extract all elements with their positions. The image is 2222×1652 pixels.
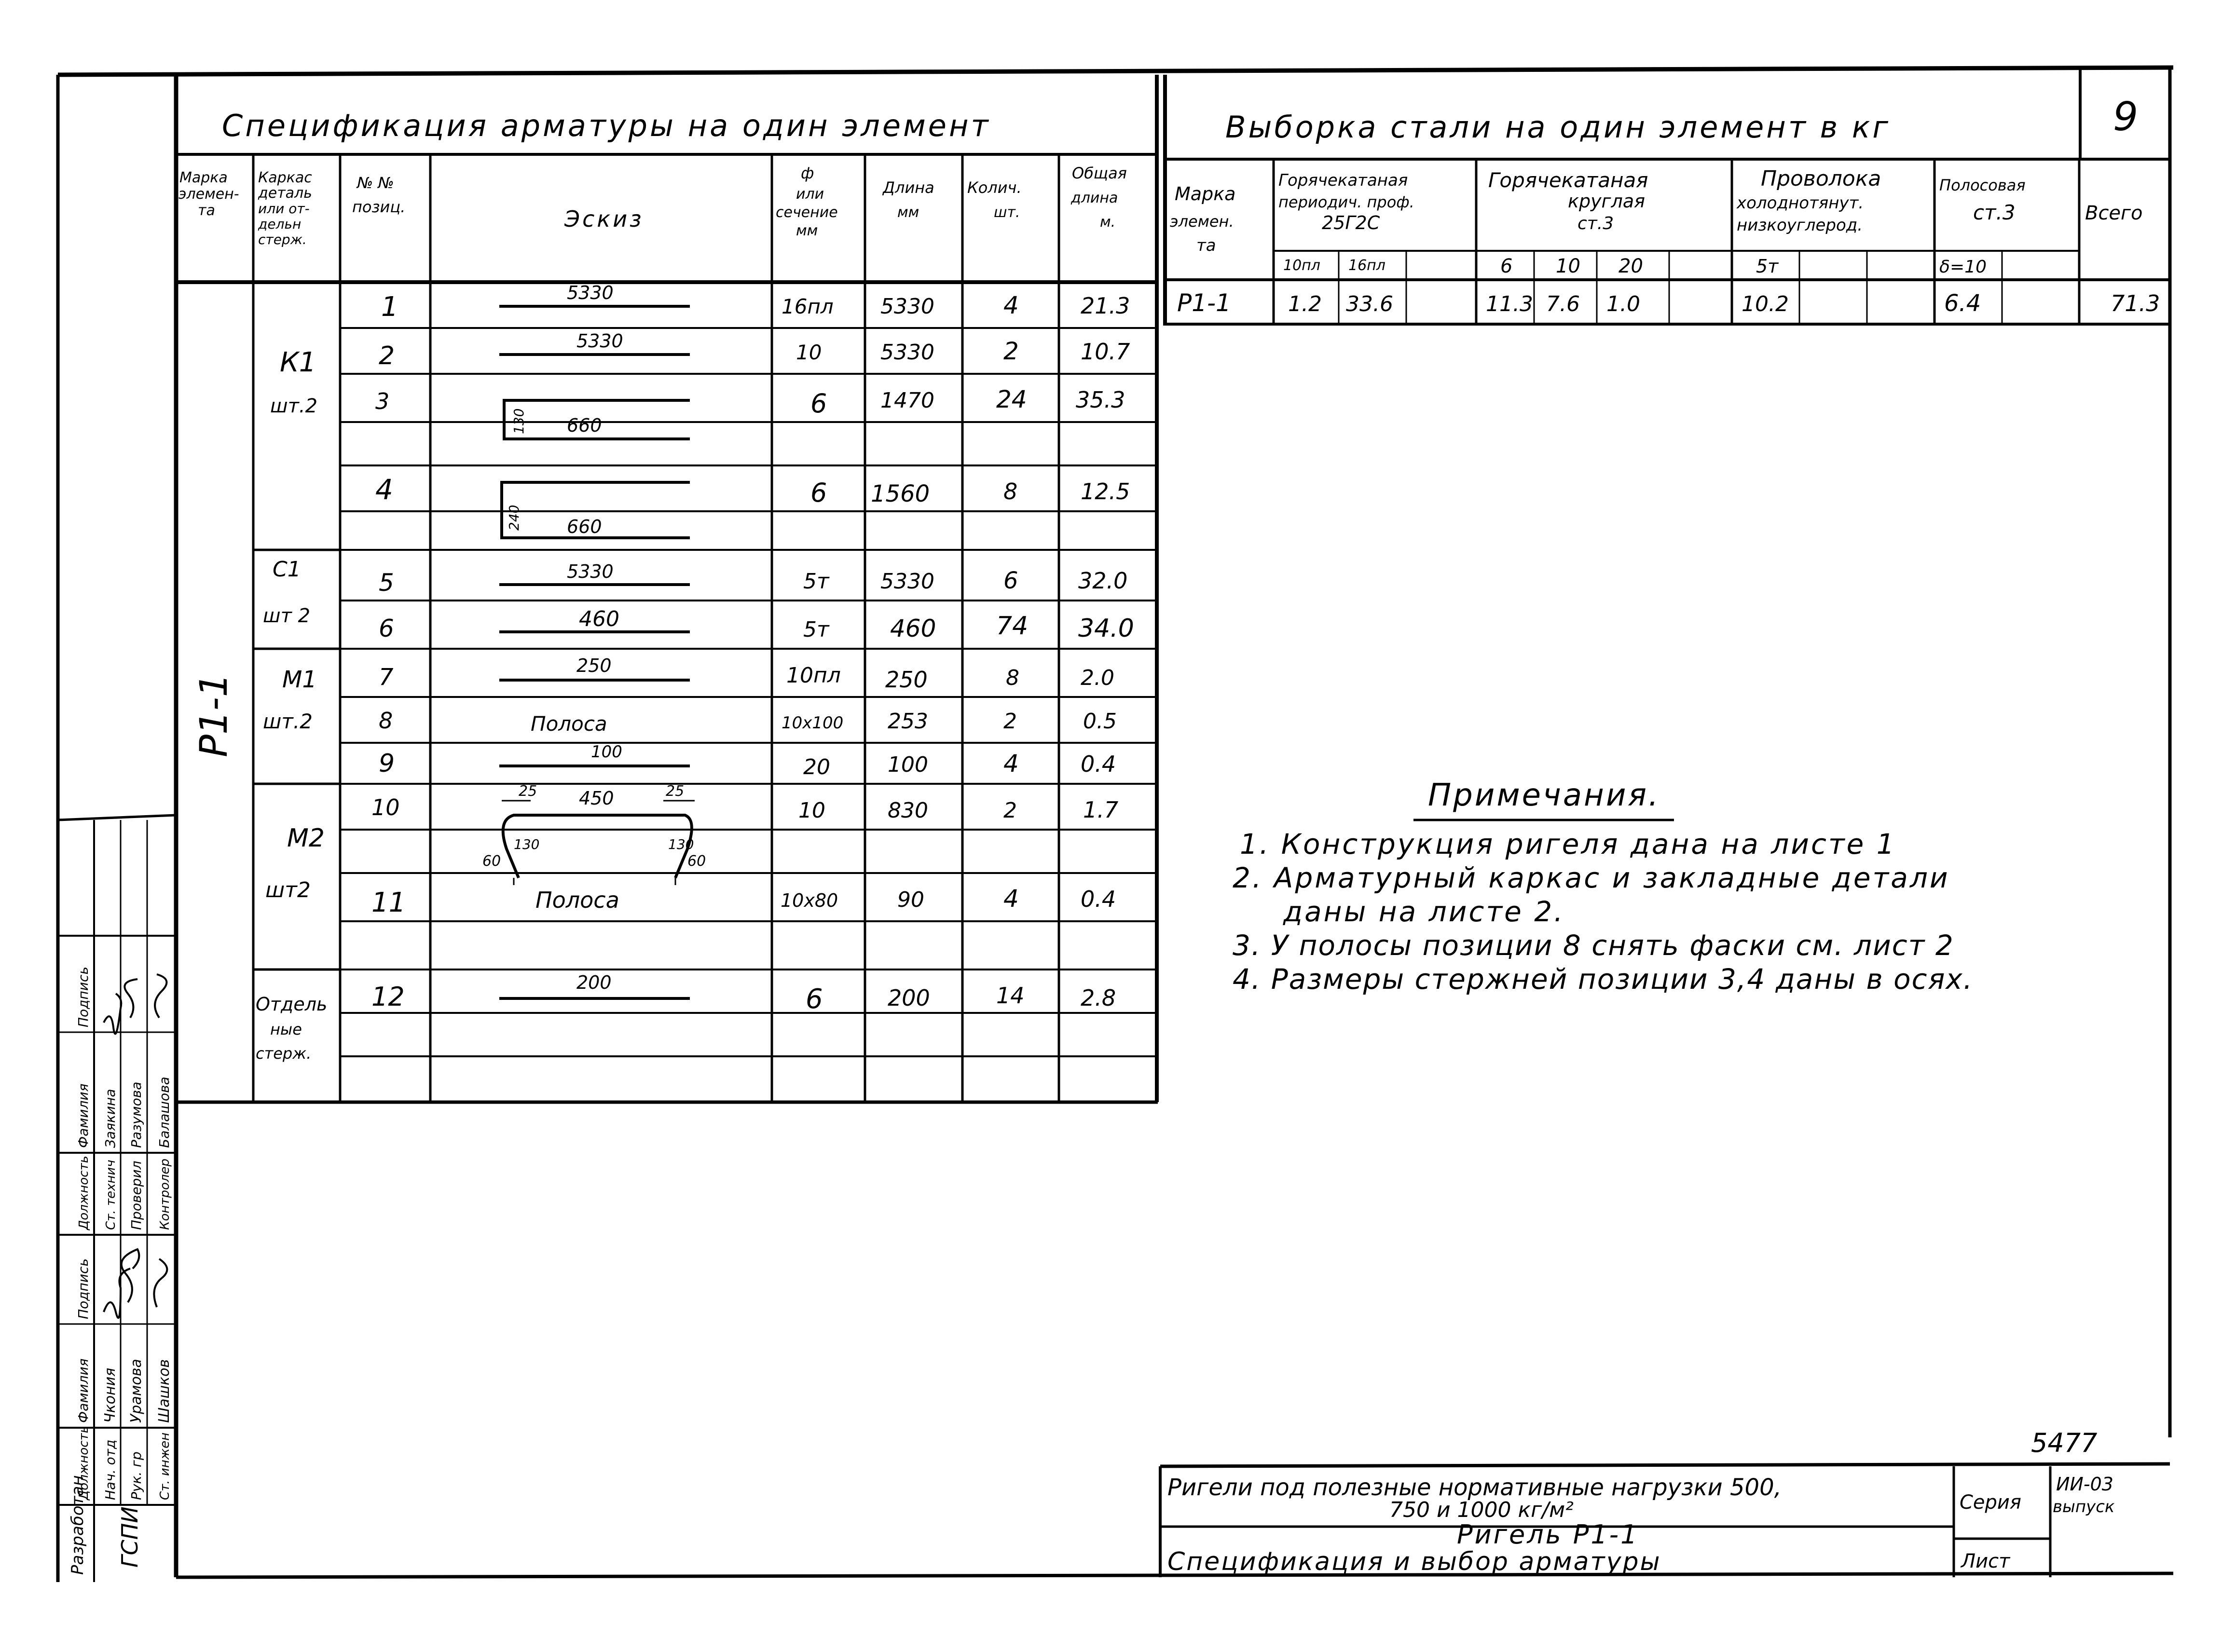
row11-total: 0.4 [1081, 886, 1116, 912]
row12-diam: 6 [806, 983, 823, 1015]
stamp-hdr-fam-l: Фамилия [75, 1358, 91, 1423]
hdr-obsh-3: м. [1100, 214, 1116, 231]
stamp-r-r1-pos: Ст. технич [104, 1160, 118, 1230]
steel-sub-1: 10пл [1283, 257, 1320, 274]
stamp-l-r1-name: Чкония [102, 1367, 119, 1423]
steel-subheader [1283, 255, 1987, 277]
steel-val-4: 11.3 [1486, 292, 1533, 316]
row1-pos: 1 [381, 291, 398, 323]
row3-sketch: 660 [567, 415, 602, 436]
stamp-l-r1-pos: Нач. отд [102, 1439, 118, 1500]
hdr-karkas-5: стерж. [258, 232, 307, 247]
stamp-r-r2-pos: Проверил [128, 1160, 144, 1230]
steel-val-5: 7.6 [1546, 292, 1580, 316]
row1-total: 21.3 [1081, 293, 1130, 319]
title-line3: Ригель Р1-1 [1457, 1519, 1639, 1550]
steel-val-11: 6.4 [1944, 290, 1981, 317]
row12-len: 200 [888, 985, 930, 1011]
signature-mark [104, 994, 121, 1034]
hdr-diam-3: сечение [776, 204, 838, 221]
row8-pos: 8 [379, 708, 393, 734]
steel-row-total: 71.3 [2111, 290, 2160, 316]
row1-qty: 4 [1003, 291, 1019, 319]
stamp-l-r3-name: Шашков [156, 1359, 173, 1423]
stamp-razrab: Разработан [68, 1475, 87, 1575]
row3-qty: 24 [996, 385, 1027, 413]
spec-header [178, 164, 1127, 247]
notes-title: Примечания. [1428, 778, 1660, 813]
steel-row-mark: Р1-1 [1177, 289, 1231, 317]
steel-header [1170, 166, 2143, 255]
hdr-pos-1: № № [357, 174, 394, 192]
note-1: 1. Конструкция ригеля дана на листе 1 [1240, 828, 1896, 860]
steel-hdr-marka-3: та [1196, 236, 1216, 255]
row5-qty: 6 [1003, 567, 1018, 594]
row9-total: 0.4 [1081, 751, 1116, 777]
hdr-eskiz: Эскиз [564, 206, 644, 232]
steel-hdr-g2-3: ст.3 [1577, 214, 1614, 233]
steel-hdr-marka-2: элемен. [1170, 212, 1234, 231]
row10-sketch: 450 [579, 788, 614, 809]
row8-diam: 10х100 [782, 713, 844, 733]
stamp-r-r3-pos: Контролер [158, 1158, 172, 1230]
signature-mark [155, 974, 166, 1018]
stamp-r-r1-name: Заякина [102, 1089, 118, 1148]
stamp-hdr-podp-r: Подпись [75, 967, 91, 1027]
group-k1-name: К1 [280, 347, 316, 378]
note-2b: даны на листе 2. [1283, 895, 1565, 928]
hdr-diam-1: ф [801, 164, 814, 182]
steel-hdr-vsego: Всего [2085, 202, 2143, 224]
row10-dim-b: 25 [666, 783, 685, 800]
row1-len: 5330 [880, 294, 934, 319]
title-line4: Спецификация и выбор арматуры [1167, 1547, 1661, 1576]
steel-hdr-g3-2: холоднотянут. [1737, 193, 1864, 213]
group-otd-1: Отдель [256, 994, 328, 1015]
steel-val-2: 33.6 [1346, 292, 1393, 316]
row9-len: 100 [888, 752, 928, 777]
row5-sketch: 5330 [567, 561, 614, 582]
steel-sub-11: δ=10 [1939, 257, 1987, 277]
group-k1-qty: шт.2 [270, 395, 318, 417]
row10-dim-a: 25 [519, 783, 537, 800]
signature-mark [122, 1249, 139, 1302]
element-mark: Р1-1 [192, 673, 236, 757]
seria-label: Серия [1960, 1491, 2021, 1514]
row7-qty: 8 [1006, 666, 1019, 690]
row7-pos: 7 [379, 664, 394, 691]
hdr-marka-1: Марка [179, 169, 228, 186]
hdr-marka-2: элемен- [178, 186, 239, 203]
row3-total: 35.3 [1076, 387, 1125, 413]
hdr-karkas-1: Каркас [258, 169, 312, 186]
hdr-dlina-1: Длина [883, 178, 934, 197]
row4-sketch: 660 [567, 516, 602, 537]
row7-diam: 10пл [786, 663, 841, 688]
row5-diam: 5т [803, 569, 829, 594]
list-label: Лист [1961, 1550, 2010, 1572]
stamp-hdr-dolzh-l: Должность [77, 1426, 91, 1500]
row10-dim-d: 130 [668, 836, 694, 852]
title-line1: Ригели под полезные нормативные нагрузки 500, [1167, 1474, 1782, 1501]
row10-dim-c: 130 [514, 836, 540, 852]
hdr-diam-2: или [796, 186, 824, 203]
hdr-dlina-2: мм [897, 204, 919, 221]
steel-sub-2: 16пл [1348, 257, 1385, 274]
row8-len: 253 [888, 709, 928, 734]
row8-qty: 2 [1003, 709, 1017, 734]
hdr-marka-3: та [198, 202, 215, 219]
row2-diam: 10 [796, 341, 822, 364]
hdr-pos-2: позиц. [352, 198, 406, 216]
row5-pos: 5 [379, 569, 394, 597]
row2-sketch: 5330 [576, 330, 623, 352]
row7-sketch: 250 [576, 655, 612, 676]
group-otd-3: стерж. [256, 1044, 312, 1063]
steel-hdr-g1-2: периодич. проф. [1278, 193, 1414, 211]
stamp-r-r2-name: Разумова [128, 1081, 144, 1148]
row6-sketch: 460 [579, 607, 619, 631]
group-m2-qty: шт2 [265, 878, 311, 902]
group-m1-name: М1 [282, 666, 317, 693]
note-2: 2. Арматурный каркас и закладные детали [1233, 861, 1950, 894]
steel-sub-5: 10 [1556, 255, 1580, 277]
row9-pos: 9 [379, 749, 395, 778]
stamp-hdr-podp-l: Подпись [75, 1258, 91, 1319]
hdr-karkas-2: деталь [258, 185, 312, 202]
seria-value-2: выпуск [2053, 1497, 2115, 1516]
steel-hdr-marka-1: Марка [1175, 183, 1236, 205]
row1-sketch: 5330 [567, 282, 614, 303]
row8-total: 0.5 [1083, 709, 1117, 734]
group-labels [256, 347, 327, 1063]
group-c1-qty: шт 2 [263, 605, 311, 627]
steel-sub-8: 5т [1756, 256, 1779, 277]
row6-pos: 6 [379, 614, 394, 642]
row12-sketch: 200 [576, 972, 612, 993]
row10-len: 830 [888, 798, 928, 823]
stamp-l-r2-name: Урамова [128, 1359, 145, 1423]
row2-total: 10.7 [1081, 339, 1130, 365]
hdr-kol-2: шт. [994, 204, 1020, 221]
row12-qty: 14 [996, 983, 1025, 1009]
row5-total: 32.0 [1078, 568, 1128, 594]
group-otd-2: ные [270, 1020, 302, 1038]
row10-dim-f: 60 [687, 853, 706, 870]
row7-len: 250 [885, 667, 928, 693]
steel-hdr-g1-3: 25Г2С [1322, 212, 1380, 233]
steel-hdr-g4-1: Полосовая [1939, 176, 2026, 194]
steel-val-1: 1.2 [1288, 292, 1322, 316]
row10-total: 1.7 [1083, 797, 1119, 823]
row3-diam: 6 [810, 388, 827, 419]
hdr-obsh-1: Общая [1072, 164, 1127, 182]
steel-sub-4: 6 [1500, 255, 1513, 277]
row3-len: 1470 [880, 388, 934, 413]
stamp-org: ГСПИ [117, 1506, 143, 1568]
row5-len: 5330 [880, 569, 934, 594]
row6-total: 34.0 [1078, 614, 1134, 643]
hdr-diam-4: мм [796, 222, 818, 239]
seria-value-1: ИИ-03 [2056, 1474, 2113, 1495]
notes [1233, 778, 1973, 996]
row12-pos: 12 [371, 982, 405, 1012]
hdr-kol-1: Колич. [967, 178, 1022, 197]
row1-diam: 16пл [782, 295, 834, 318]
stamp-l-r2-pos: Рук. гр [128, 1451, 144, 1500]
steel-hdr-g3-3: низкоуглерод. [1737, 216, 1863, 235]
hdr-karkas-4: дельн [258, 216, 302, 232]
row10-pos: 10 [371, 794, 400, 820]
row9-diam: 20 [803, 755, 830, 779]
stamp-r-r3-name: Балашова [156, 1077, 172, 1148]
steel-title: Выборка стали на один элемент в кг [1225, 109, 1891, 145]
row11-qty: 4 [1003, 885, 1019, 913]
stamp-l-r3-pos: Ст. инжен [158, 1432, 172, 1500]
row2-qty: 2 [1003, 337, 1019, 365]
spec-title: Спецификация арматуры на один элемент [222, 108, 991, 143]
stamp-5477: 5477 [2031, 1428, 2098, 1458]
steel-hdr-g2-1: Горячекатаная [1488, 168, 1648, 192]
row4-pos: 4 [375, 473, 393, 506]
row11-sketch: Полоса [535, 887, 619, 913]
row10-dim-e: 60 [482, 853, 501, 870]
row6-diam: 5т [803, 617, 829, 642]
row4-total: 12.5 [1081, 478, 1130, 505]
row9-sketch: 100 [591, 742, 622, 762]
row11-pos: 11 [371, 887, 406, 918]
row6-qty: 74 [996, 612, 1029, 641]
row12-total: 2.8 [1081, 985, 1116, 1011]
steel-hdr-g2-2: круглая [1568, 191, 1645, 212]
stamp-hdr-dolzh-r: Должность [77, 1156, 91, 1230]
row4-qty: 8 [1003, 478, 1018, 505]
row3-side: 130 [511, 408, 527, 434]
row3-pos: 3 [375, 388, 390, 414]
row10-diam: 10 [798, 798, 825, 823]
note-3: 3. У полосы позиции 8 снять фаски см. лист 2 [1233, 929, 1954, 962]
signature-mark [154, 1259, 167, 1307]
row7-total: 2.0 [1081, 666, 1114, 690]
row10-qty: 2 [1003, 798, 1017, 823]
row4-len: 1560 [871, 480, 930, 507]
steel-val-6: 1.0 [1606, 292, 1640, 316]
row9-qty: 4 [1003, 750, 1019, 778]
hdr-karkas-3: или от- [258, 201, 310, 217]
steel-hdr-g3-1: Проволока [1761, 166, 1881, 191]
steel-val-8: 10.2 [1742, 292, 1789, 316]
sheet-number: 9 [2113, 94, 2139, 140]
steel-sub-6: 20 [1618, 255, 1643, 277]
steel-hdr-g4-2: ст.3 [1973, 201, 2016, 224]
group-m1-qty: шт.2 [263, 710, 313, 733]
row4-diam: 6 [810, 478, 827, 508]
row6-len: 460 [890, 614, 936, 642]
note-4: 4. Размеры стержней позиции 3,4 даны в осях. [1233, 963, 1974, 996]
group-m2-name: М2 [287, 824, 325, 853]
hdr-obsh-2: длина [1071, 190, 1118, 206]
row2-len: 5330 [880, 340, 934, 365]
stamp-hdr-fam-r: Фамилия [75, 1083, 91, 1148]
row2-pos: 2 [379, 341, 395, 370]
title-line2: 750 и 1000 кг/м² [1389, 1498, 1574, 1522]
signature-mark [124, 979, 137, 1018]
row11-len: 90 [897, 887, 924, 912]
steel-hdr-g1-1: Горячекатаная [1278, 171, 1408, 190]
group-c1-name: С1 [273, 557, 301, 582]
row11-diam: 10х80 [781, 890, 838, 911]
row8-sketch: Полоса [531, 712, 607, 736]
row4-side: 240 [506, 505, 522, 531]
